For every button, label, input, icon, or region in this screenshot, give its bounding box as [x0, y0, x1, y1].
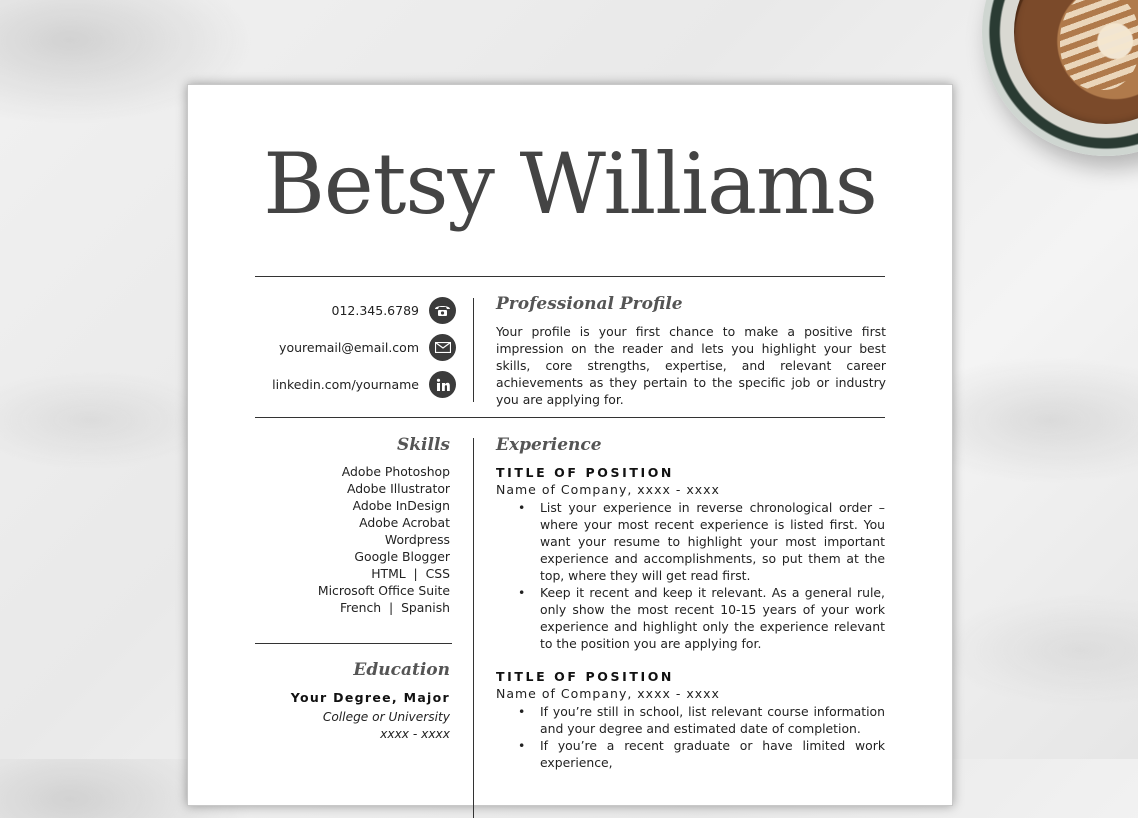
skills-list [258, 463, 450, 616]
skill-item: Adobe InDesign [352, 498, 450, 513]
latte-art [1060, 0, 1138, 90]
profile-heading: Professional Profile [496, 294, 683, 314]
contact-block [238, 297, 456, 407]
contact-linkedin-row [272, 371, 456, 398]
job-title: TITLE OF POSITION [496, 669, 674, 684]
divider-top [255, 276, 885, 277]
job-bullet: • If you’re a recent graduate or have limited work experience, [496, 737, 885, 771]
contact-email-row [279, 334, 456, 361]
resume-name: Betsy Williams [263, 135, 877, 233]
contact-linkedin: linkedin.com/yourname [272, 377, 419, 392]
resume-page [187, 84, 953, 806]
contact-email: youremail@email.com [279, 340, 419, 355]
linkedin-icon [429, 371, 456, 398]
divider-middle [255, 417, 885, 418]
phone-icon [429, 297, 456, 324]
education-dates: xxxx - xxxx [380, 727, 450, 741]
job-bullet: • If you’re still in school, list relevant course information and your degree and estimated date of completion. [496, 703, 885, 737]
email-icon [429, 334, 456, 361]
divider-vertical-top [473, 298, 474, 402]
divider-vertical-bottom [473, 438, 474, 818]
skill-item: Adobe Acrobat [359, 515, 450, 530]
job-company: Name of Company, xxxx - xxxx [496, 482, 720, 497]
skills-heading: Skills [396, 435, 450, 455]
job-bullet: • Keep it recent and keep it relevant. As a general rule, only show the most recent 10-15 years of your work experience and highlight only the experience relevant to the position you are applying for. [496, 584, 885, 652]
profile-text: Your profile is your first chance to make a positive first impression on the reader and lets you highlight your best skills, core strengths, expertise, and relevant career achievements as they pertain to the specific job or industry you are applying for. [496, 324, 886, 407]
education-heading: Education [353, 660, 450, 680]
job-bullets [496, 499, 885, 652]
skill-item: HTML | CSS [371, 566, 450, 581]
skill-item: Google Blogger [354, 549, 450, 564]
job-bullet: • List your experience in reverse chronological order – where your most recent experience is listed first. You want your resume to highlight your most important experience and accomplishments, so put them at the top, where they will get read first. [496, 499, 885, 584]
job-bullets [496, 703, 885, 771]
skill-item: Wordpress [384, 532, 450, 547]
education-degree: Your Degree, Major [290, 690, 450, 705]
skill-item: French | Spanish [339, 600, 450, 615]
contact-phone-row [332, 297, 456, 324]
divider-skills-education [255, 643, 452, 644]
skill-item: Adobe Illustrator [346, 481, 450, 496]
skill-item: Adobe Photoshop [341, 464, 450, 479]
skill-item: Microsoft Office Suite [317, 583, 450, 598]
education-school: College or University [322, 710, 450, 724]
contact-phone: 012.345.6789 [331, 303, 419, 318]
job-company: Name of Company, xxxx - xxxx [496, 686, 720, 701]
job-title: TITLE OF POSITION [496, 465, 674, 480]
experience-heading: Experience [496, 435, 602, 455]
